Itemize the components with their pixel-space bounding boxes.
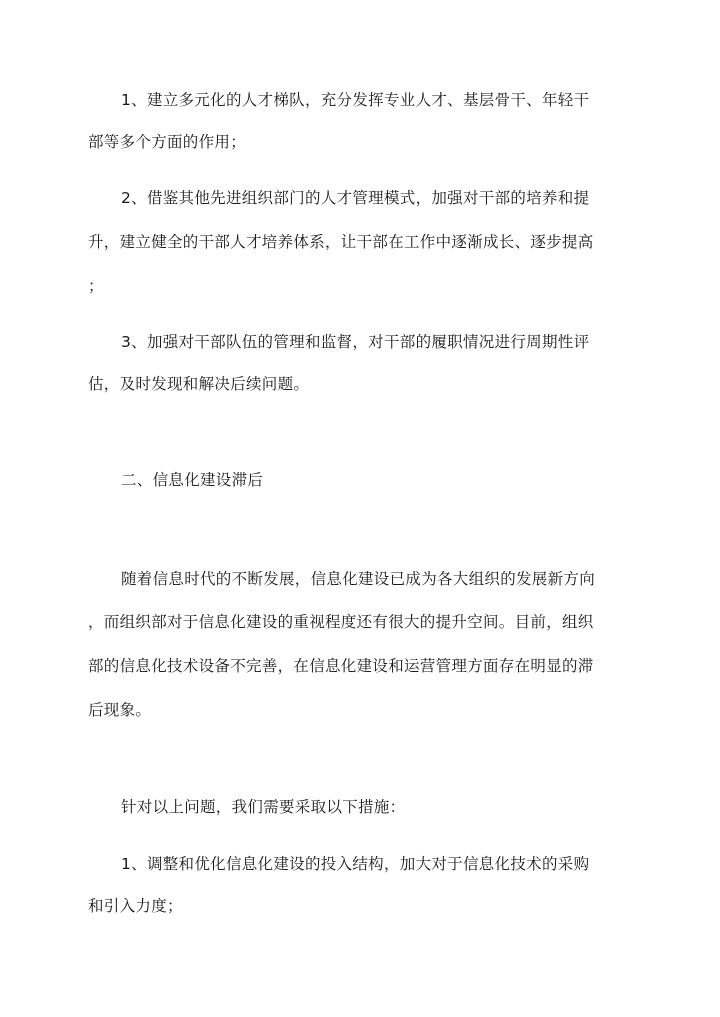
measure-1-investment-line-1: 1、调整和优化信息化建设的投入结构，加大对于信息化技术的采购 [121, 855, 590, 873]
item-3-supervision-line-2: 估，及时发现和解决后续问题。 [88, 375, 310, 393]
informatization-paragraph-line-3: 部的信息化技术设备不完善，在信息化建设和运营管理方面存在明显的滞 [88, 657, 594, 675]
item-2-training-system-line-2: 升，建立健全的干部人才培养体系，让干部在工作中逐渐成长、逐步提高 [88, 233, 594, 251]
informatization-paragraph-line-2: ，而组织部对于信息化建设的重视程度还有很大的提升空间。目前，组织 [88, 613, 594, 631]
section-heading-2: 二、信息化建设滞后 [121, 471, 264, 489]
measure-1-investment-line-2: 和引入力度； [88, 897, 183, 915]
item-2-training-system-line-1: 2、借鉴其他先进组织部门的人才管理模式，加强对干部的培养和提 [121, 189, 590, 207]
item-2-training-system-line-3: ； [88, 277, 104, 295]
informatization-paragraph-line-1: 随着信息时代的不断发展，信息化建设已成为各大组织的发展新方向 [121, 570, 596, 588]
item-1-talent-team-line-1: 1、建立多元化的人才梯队，充分发挥专业人才、基层骨干、年轻干 [121, 91, 590, 109]
informatization-paragraph-line-4: 后现象。 [88, 701, 152, 719]
item-1-talent-team-line-2: 部等多个方面的作用； [88, 133, 247, 151]
item-3-supervision-line-1: 3、加强对干部队伍的管理和监督，对干部的履职情况进行周期性评 [121, 333, 590, 351]
measures-intro: 针对以上问题，我们需要采取以下措施： [121, 798, 406, 816]
